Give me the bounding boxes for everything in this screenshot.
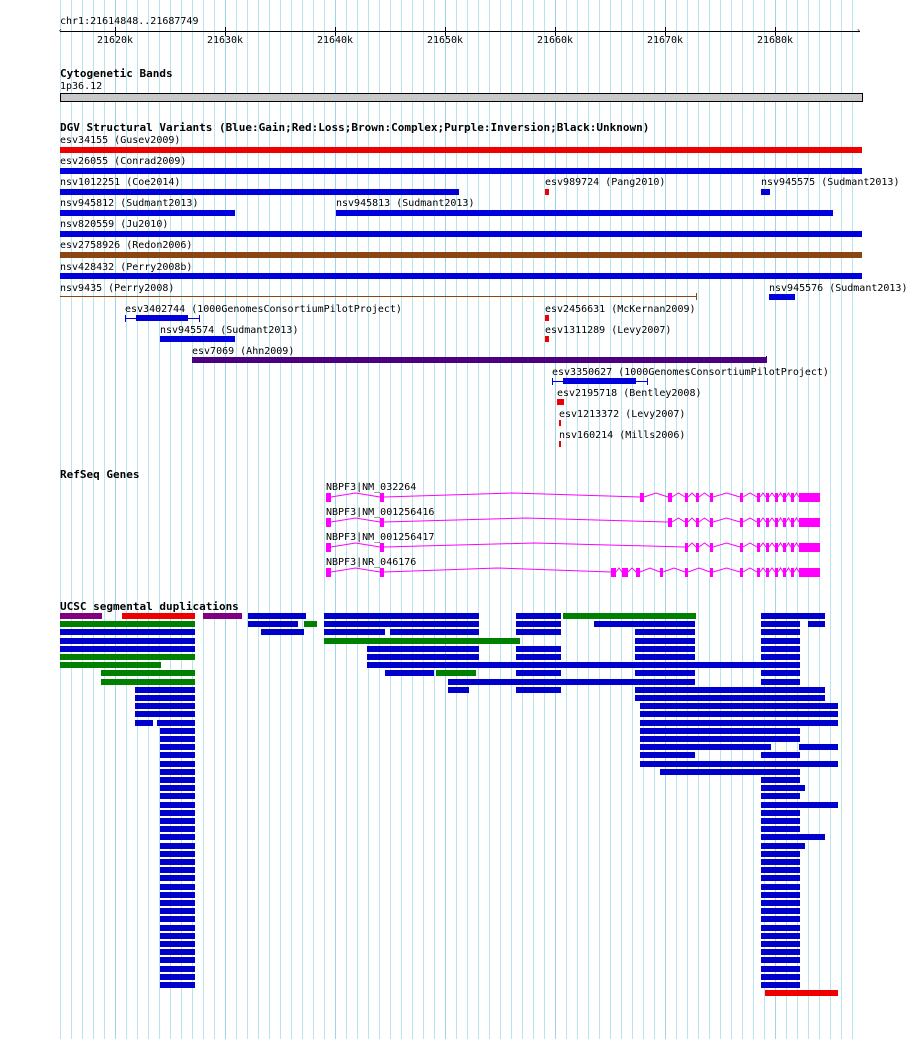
segdup-bar[interactable] [640, 728, 800, 734]
segdup-bar[interactable] [640, 752, 695, 758]
segdup-bar[interactable] [640, 720, 838, 726]
variant-label: esv34155 (Gusev2009) [60, 135, 181, 146]
segdup-bar[interactable] [448, 679, 695, 685]
segdup-bar[interactable] [60, 621, 195, 627]
grid-line [291, 0, 292, 1039]
variant-gain-bar[interactable] [136, 315, 188, 321]
grid-line [258, 0, 259, 1039]
exon[interactable] [380, 543, 384, 552]
segdup-bar[interactable] [160, 875, 195, 881]
segdup-bar[interactable] [761, 875, 800, 881]
grid-line [852, 0, 853, 1039]
exon[interactable] [791, 493, 794, 502]
segdup-bar[interactable] [761, 925, 800, 931]
variant-label: esv7069 (Ahn2009) [192, 346, 295, 357]
cytoband-bar[interactable] [60, 93, 863, 102]
segdup-bar[interactable] [160, 761, 195, 767]
segdup-bar[interactable] [799, 744, 838, 750]
segdup-bar[interactable] [160, 892, 195, 898]
segdup-bar[interactable] [761, 679, 800, 685]
exon[interactable] [668, 518, 672, 527]
exon[interactable] [766, 543, 769, 552]
exon[interactable] [326, 518, 331, 527]
exon[interactable] [622, 568, 628, 577]
segdup-bar[interactable] [160, 843, 195, 849]
exon[interactable] [740, 493, 743, 502]
segdup-bar[interactable] [304, 621, 317, 627]
segdup-bar[interactable] [761, 966, 800, 972]
variant-label: esv3402744 (1000GenomesConsortiumPilotProject) [125, 304, 402, 315]
segdup-bar[interactable] [516, 646, 561, 652]
variant-loss-bar[interactable] [559, 420, 561, 426]
segdup-bar[interactable] [160, 925, 195, 931]
segdup-bar[interactable] [385, 670, 434, 676]
exon[interactable] [775, 543, 778, 552]
variant-complex-bar[interactable] [60, 252, 862, 258]
segdup-bar[interactable] [135, 695, 195, 701]
segdup-bar[interactable] [635, 654, 695, 660]
segdup-bar[interactable] [761, 810, 800, 816]
exon[interactable] [791, 568, 794, 577]
segdup-bar[interactable] [761, 916, 800, 922]
segdup-bar[interactable] [160, 851, 195, 857]
variant-label: nsv945574 (Sudmant2013) [160, 325, 299, 336]
segdup-bar[interactable] [563, 613, 696, 619]
segdup-bar[interactable] [808, 621, 825, 627]
segdup-bar[interactable] [761, 646, 800, 652]
exon[interactable] [380, 568, 384, 577]
segdup-bar[interactable] [761, 908, 800, 914]
grid-line [225, 0, 226, 1039]
exon[interactable] [783, 518, 786, 527]
segdup-bar[interactable] [635, 687, 825, 693]
exon[interactable] [326, 493, 331, 502]
variant-gain-bar[interactable] [160, 336, 235, 342]
segdup-bar[interactable] [324, 638, 520, 644]
exon[interactable] [685, 518, 688, 527]
segdup-bar[interactable] [135, 720, 153, 726]
segdup-bar[interactable] [160, 736, 195, 742]
segdup-bar[interactable] [60, 629, 195, 635]
segdup-bar[interactable] [203, 613, 242, 619]
exon[interactable] [757, 568, 760, 577]
grid-line [302, 0, 303, 1039]
grid-line [841, 0, 842, 1039]
exon[interactable] [775, 518, 778, 527]
segdup-bar[interactable] [761, 654, 800, 660]
variant-end-tick [696, 293, 697, 300]
segdup-bar[interactable] [448, 687, 469, 693]
segdup-bar[interactable] [516, 629, 561, 635]
variant-gain-bar[interactable] [60, 189, 459, 195]
exon[interactable] [710, 518, 713, 527]
ruler-tick-label: 21660k [536, 35, 574, 46]
segdup-bar[interactable] [160, 941, 195, 947]
variant-loss-bar[interactable] [60, 147, 862, 153]
segdup-title: UCSC segmental duplications [60, 600, 239, 613]
exon[interactable] [740, 568, 743, 577]
exon[interactable] [380, 493, 384, 502]
segdup-bar[interactable] [101, 679, 195, 685]
segdup-bar[interactable] [160, 957, 195, 963]
dgv-title: DGV Structural Variants (Blue:Gain;Red:Loss;Brown:Complex;Purple:Inversion;Black:Unknown) [60, 121, 650, 134]
segdup-bar[interactable] [367, 662, 800, 668]
segdup-bar[interactable] [640, 703, 838, 709]
segdup-bar[interactable] [761, 867, 800, 873]
segdup-bar[interactable] [160, 834, 195, 840]
gene-label: NBPF3|NR_046176 [326, 557, 417, 568]
segdup-bar[interactable] [761, 777, 800, 783]
ruler-tick-label: 21650k [426, 35, 464, 46]
segdup-bar[interactable] [640, 744, 771, 750]
exon[interactable] [775, 493, 778, 502]
exon[interactable] [710, 543, 713, 552]
exon[interactable] [783, 568, 786, 577]
ruler-tick-label: 21680k [756, 35, 794, 46]
exon[interactable] [660, 568, 663, 577]
variant-label: esv3350627 (1000GenomesConsortiumPilotProject) [552, 367, 829, 378]
grid-line [247, 0, 248, 1039]
grid-line [214, 0, 215, 1039]
segdup-bar[interactable] [367, 654, 479, 660]
ruler-tick-label: 21670k [646, 35, 684, 46]
segdup-bar[interactable] [324, 629, 385, 635]
position-label: chr1:21614848..21687749 [60, 16, 199, 27]
segdup-bar[interactable] [160, 908, 195, 914]
segdup-bar[interactable] [160, 810, 195, 816]
segdup-bar[interactable] [761, 818, 800, 824]
variant-loss-bar[interactable] [557, 399, 564, 405]
variant-loss-bar[interactable] [545, 315, 549, 321]
segdup-bar[interactable] [60, 654, 195, 660]
arrow-right-icon: › [856, 26, 861, 35]
variant-gain-bar[interactable] [60, 210, 235, 216]
segdup-bar[interactable] [160, 884, 195, 890]
ruler-tick-label: 21620k [96, 35, 134, 46]
segdup-bar[interactable] [160, 744, 195, 750]
segdup-bar[interactable] [635, 646, 695, 652]
variant-label: nsv160214 (Mills2006) [559, 430, 686, 441]
exon[interactable] [326, 543, 331, 552]
variant-gain-bar[interactable] [563, 378, 636, 384]
variant-label: esv2758926 (Redon2006) [60, 240, 193, 251]
variant-label: esv2456631 (McKernan2009) [545, 304, 696, 315]
intron-lines [326, 491, 820, 503]
gene-label: NBPF3|NM_032264 [326, 482, 417, 493]
exon[interactable] [791, 543, 794, 552]
segdup-bar[interactable] [635, 629, 695, 635]
exon[interactable] [766, 568, 769, 577]
intron-lines [326, 541, 820, 553]
segdup-bar[interactable] [761, 834, 825, 840]
grid-line [236, 0, 237, 1039]
exon[interactable] [696, 493, 699, 502]
segdup-bar[interactable] [761, 900, 800, 906]
variant-gain-bar[interactable] [60, 273, 862, 279]
segdup-bar[interactable] [516, 654, 561, 660]
exon[interactable] [783, 493, 786, 502]
exon[interactable] [791, 518, 794, 527]
exon[interactable] [710, 568, 713, 577]
gene-label: NBPF3|NM_001256416 [326, 507, 435, 518]
ruler-tick-label: 21630k [206, 35, 244, 46]
variant-gain-bar[interactable] [761, 189, 770, 195]
variant-label: nsv945576 (Sudmant2013) [769, 283, 907, 294]
intron-lines [326, 516, 820, 528]
variant-inversion-bar[interactable] [192, 357, 766, 363]
exon[interactable] [740, 518, 743, 527]
segdup-bar[interactable] [640, 711, 838, 717]
variant-label: esv1213372 (Levy2007) [559, 409, 686, 420]
segdup-bar[interactable] [761, 949, 800, 955]
exon[interactable] [757, 543, 760, 552]
exon[interactable] [685, 493, 688, 502]
exon[interactable] [757, 493, 760, 502]
exon[interactable] [799, 568, 820, 577]
segdup-bar[interactable] [761, 859, 800, 865]
exon[interactable] [710, 493, 713, 502]
grid-line [313, 0, 314, 1039]
grid-line [203, 0, 204, 1039]
segdup-bar[interactable] [60, 613, 102, 619]
ruler-tick-label: 21640k [316, 35, 354, 46]
variant-loss-bar[interactable] [559, 441, 561, 447]
exon[interactable] [766, 493, 769, 502]
variant-loss-bar[interactable] [545, 336, 549, 342]
segdup-bar[interactable] [635, 638, 695, 644]
variant-label: esv2195718 (Bentley2008) [557, 388, 702, 399]
segdup-bar[interactable] [761, 638, 800, 644]
segdup-bar[interactable] [160, 802, 195, 808]
segdup-bar[interactable] [516, 687, 561, 693]
exon[interactable] [775, 568, 778, 577]
segdup-bar[interactable] [390, 629, 479, 635]
segdup-bar[interactable] [765, 990, 838, 996]
segdup-bar[interactable] [160, 859, 195, 865]
segdup-bar[interactable] [516, 621, 561, 627]
segdup-bar[interactable] [761, 621, 800, 627]
exon[interactable] [611, 568, 616, 577]
band-label: 1p36.12 [60, 81, 103, 92]
segdup-bar[interactable] [761, 974, 800, 980]
exon[interactable] [326, 568, 331, 577]
segdup-bar[interactable] [635, 695, 825, 701]
exon[interactable] [799, 543, 820, 552]
segdup-bar[interactable] [248, 613, 306, 619]
segdup-bar[interactable] [516, 613, 561, 619]
variant-label: nsv9435 (Perry2008) [60, 283, 175, 294]
variant-label: nsv428432 (Perry2008b) [60, 262, 193, 273]
segdup-bar[interactable] [160, 818, 195, 824]
segdup-bar[interactable] [160, 933, 195, 939]
segdup-bar[interactable] [248, 621, 298, 627]
variant-label: nsv945575 (Sudmant2013) [761, 177, 900, 188]
variant-label: nsv945813 (Sudmant2013) [336, 198, 475, 209]
segdup-bar[interactable] [761, 785, 805, 791]
segdup-bar[interactable] [160, 982, 195, 988]
segdup-bar[interactable] [761, 670, 800, 676]
segdup-bar[interactable] [761, 957, 800, 963]
intron-lines [326, 566, 820, 578]
variant-label: esv26055 (Conrad2009) [60, 156, 187, 167]
segdup-bar[interactable] [160, 900, 195, 906]
variant-end-tick [552, 378, 553, 385]
segdup-bar[interactable] [761, 851, 800, 857]
segdup-bar[interactable] [157, 720, 195, 726]
exon[interactable] [685, 568, 688, 577]
segdup-bar[interactable] [516, 670, 561, 676]
segdup-bar[interactable] [122, 613, 195, 619]
segdup-bar[interactable] [324, 613, 479, 619]
segdup-bar[interactable] [160, 728, 195, 734]
segdup-bar[interactable] [761, 843, 805, 849]
segdup-bar[interactable] [761, 629, 800, 635]
variant-end-tick [125, 315, 126, 322]
variant-label: esv1311289 (Levy2007) [545, 325, 672, 336]
segdup-bar[interactable] [160, 785, 195, 791]
exon[interactable] [740, 543, 743, 552]
exon[interactable] [640, 493, 644, 502]
variant-end-tick [199, 315, 200, 322]
exon[interactable] [685, 543, 688, 552]
segdup-bar[interactable] [660, 769, 800, 775]
exon[interactable] [696, 518, 699, 527]
segdup-bar[interactable] [640, 736, 800, 742]
segdup-bar[interactable] [761, 826, 800, 832]
segdup-bar[interactable] [324, 621, 479, 627]
segdup-bar[interactable] [436, 670, 476, 676]
segdup-bar[interactable] [160, 974, 195, 980]
exon[interactable] [766, 518, 769, 527]
segdup-bar[interactable] [635, 670, 695, 676]
segdup-bar[interactable] [160, 752, 195, 758]
grid-line [324, 0, 325, 1039]
exon[interactable] [636, 568, 640, 577]
variant-label: nsv945812 (Sudmant2013) [60, 198, 199, 209]
exon[interactable] [783, 543, 786, 552]
segdup-bar[interactable] [160, 793, 195, 799]
grid-line [280, 0, 281, 1039]
segdup-bar[interactable] [135, 687, 195, 693]
segdup-bar[interactable] [594, 621, 695, 627]
segdup-bar[interactable] [160, 777, 195, 783]
segdup-bar[interactable] [60, 662, 161, 668]
segdup-bar[interactable] [160, 867, 195, 873]
segdup-bar[interactable] [640, 761, 838, 767]
variant-label: nsv820559 (Ju2010) [60, 219, 169, 230]
exon[interactable] [380, 518, 384, 527]
segdup-bar[interactable] [761, 982, 800, 988]
segdup-bar[interactable] [160, 826, 195, 832]
variant-gain-bar[interactable] [336, 210, 833, 216]
exon[interactable] [757, 518, 760, 527]
arrow-left-icon: ‹ [58, 26, 63, 35]
segdup-bar[interactable] [261, 629, 304, 635]
segdup-bar[interactable] [761, 941, 800, 947]
refseq-title: RefSeq Genes [60, 468, 140, 481]
segdup-bar[interactable] [761, 752, 800, 758]
segdup-bar[interactable] [135, 711, 195, 717]
variant-complex-line[interactable] [60, 296, 697, 297]
segdup-bar[interactable] [60, 646, 195, 652]
segdup-bar[interactable] [761, 793, 800, 799]
exon[interactable] [668, 493, 672, 502]
segdup-bar[interactable] [135, 703, 195, 709]
variant-gain-bar[interactable] [60, 231, 862, 237]
cytoband-title: Cytogenetic Bands [60, 67, 173, 80]
segdup-bar[interactable] [160, 916, 195, 922]
segdup-bar[interactable] [367, 646, 479, 652]
segdup-bar[interactable] [761, 892, 800, 898]
variant-gain-bar[interactable] [769, 294, 795, 300]
segdup-bar[interactable] [761, 933, 800, 939]
segdup-bar[interactable] [761, 884, 800, 890]
exon[interactable] [799, 518, 820, 527]
gene-label: NBPF3|NM_001256417 [326, 532, 435, 543]
grid-line [269, 0, 270, 1039]
segdup-bar[interactable] [60, 638, 195, 644]
segdup-bar[interactable] [761, 613, 825, 619]
segdup-bar[interactable] [101, 670, 195, 676]
variant-label: nsv1012251 (Coe2014) [60, 177, 181, 188]
variant-end-tick [766, 356, 767, 363]
ruler-axis [60, 31, 860, 32]
variant-gain-bar[interactable] [60, 168, 862, 174]
grid-line [830, 0, 831, 1039]
segdup-bar[interactable] [160, 769, 195, 775]
segdup-bar[interactable] [761, 802, 838, 808]
variant-loss-bar[interactable] [545, 189, 549, 195]
exon[interactable] [799, 493, 820, 502]
exon[interactable] [696, 543, 699, 552]
segdup-bar[interactable] [160, 949, 195, 955]
variant-end-tick [647, 378, 648, 385]
segdup-bar[interactable] [160, 966, 195, 972]
variant-label: esv989724 (Pang2010) [545, 177, 666, 188]
